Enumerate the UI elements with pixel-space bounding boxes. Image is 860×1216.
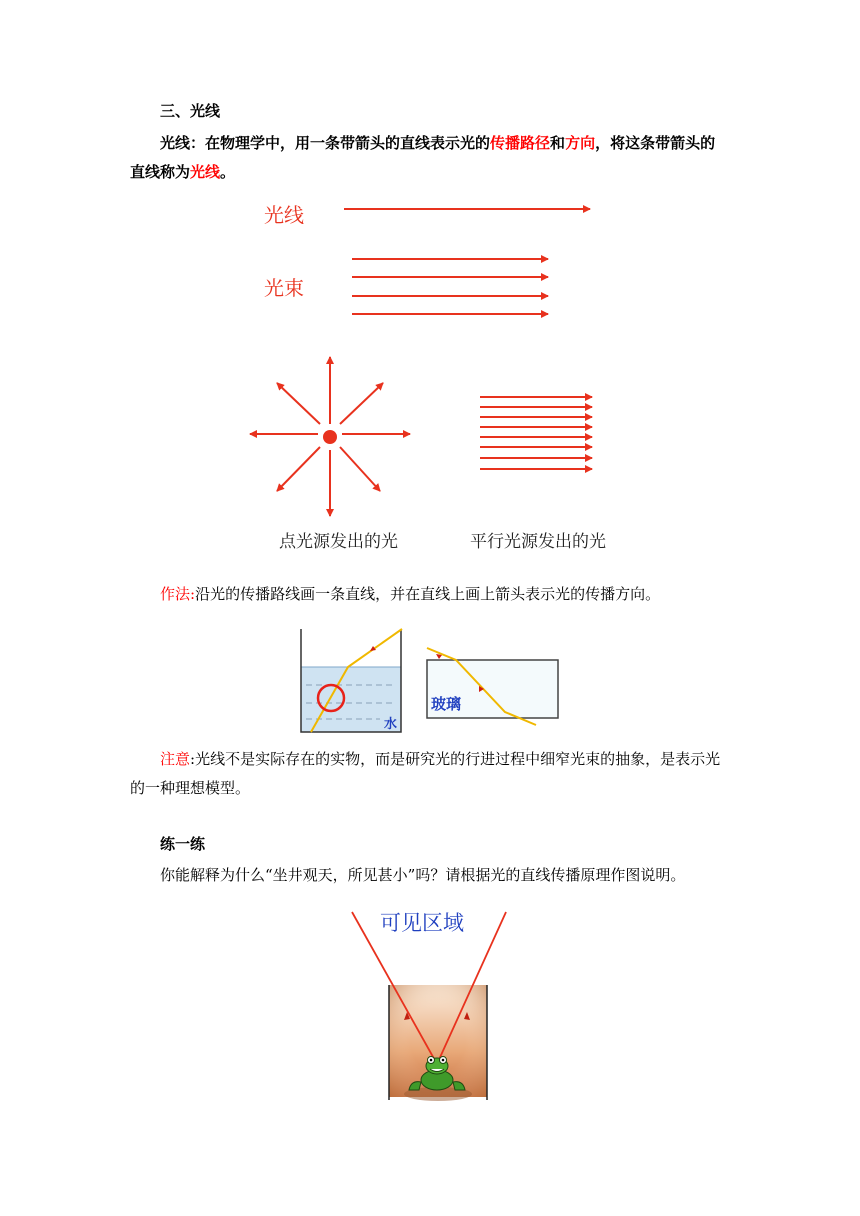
note-line-2: 的一种理想模型。 (130, 779, 251, 797)
definition-text-c: 直线称为 (130, 163, 191, 181)
definition-text-and: 和 (550, 134, 566, 152)
water-label: 水 (384, 717, 398, 732)
parallel-source-diagram (480, 397, 592, 469)
radial-ray (277, 383, 320, 424)
definition-text-b: ，将这条带箭头的 (595, 134, 716, 152)
note-text-1: :光线不是实际存在的实物，而是研究光的行进过程中细窄光束的抽象，是表示光 (190, 750, 721, 768)
beam-arrows (352, 259, 548, 314)
well-diagram (352, 912, 506, 1101)
point-source-dot (323, 430, 337, 444)
practice-heading: 练一练 (160, 835, 206, 853)
definition-text-end: 。 (220, 163, 236, 181)
parallel-source-caption: 平行光源发出的光 (470, 532, 606, 552)
note-label: 注意 (160, 750, 191, 768)
definition-highlight-direction: 方向 (565, 134, 596, 152)
definition-text-a: ：在物理学中，用一条带箭头的直线表示光的 (190, 134, 491, 152)
definition-highlight-ray: 光线 (190, 163, 221, 181)
ray-label: 光线 (264, 203, 304, 227)
radial-ray (340, 447, 380, 491)
glass-label: 玻璃 (431, 695, 462, 713)
beam-label: 光束 (264, 276, 304, 300)
point-source-caption: 点光源发出的光 (279, 532, 398, 552)
method-text: 沿光的传播路线画一条直线，并在直线上画上箭头表示光的传播方向。 (195, 585, 661, 603)
radial-ray (277, 447, 320, 491)
note-line-1 (160, 745, 720, 773)
method-line (160, 580, 660, 608)
section-heading: 三、光线 (160, 102, 221, 120)
definition-term: 光线 (160, 134, 191, 152)
method-label: 作法: (160, 585, 196, 603)
visible-area-label: 可见区域 (380, 911, 464, 935)
point-source-diagram (250, 357, 410, 516)
practice-text: 你能解释为什么“坐井观天，所见甚小”吗？请根据光的直线传播原理作图说明。 (160, 866, 686, 884)
definition-highlight-path: 传播路径 (490, 134, 551, 152)
radial-ray (340, 383, 383, 424)
